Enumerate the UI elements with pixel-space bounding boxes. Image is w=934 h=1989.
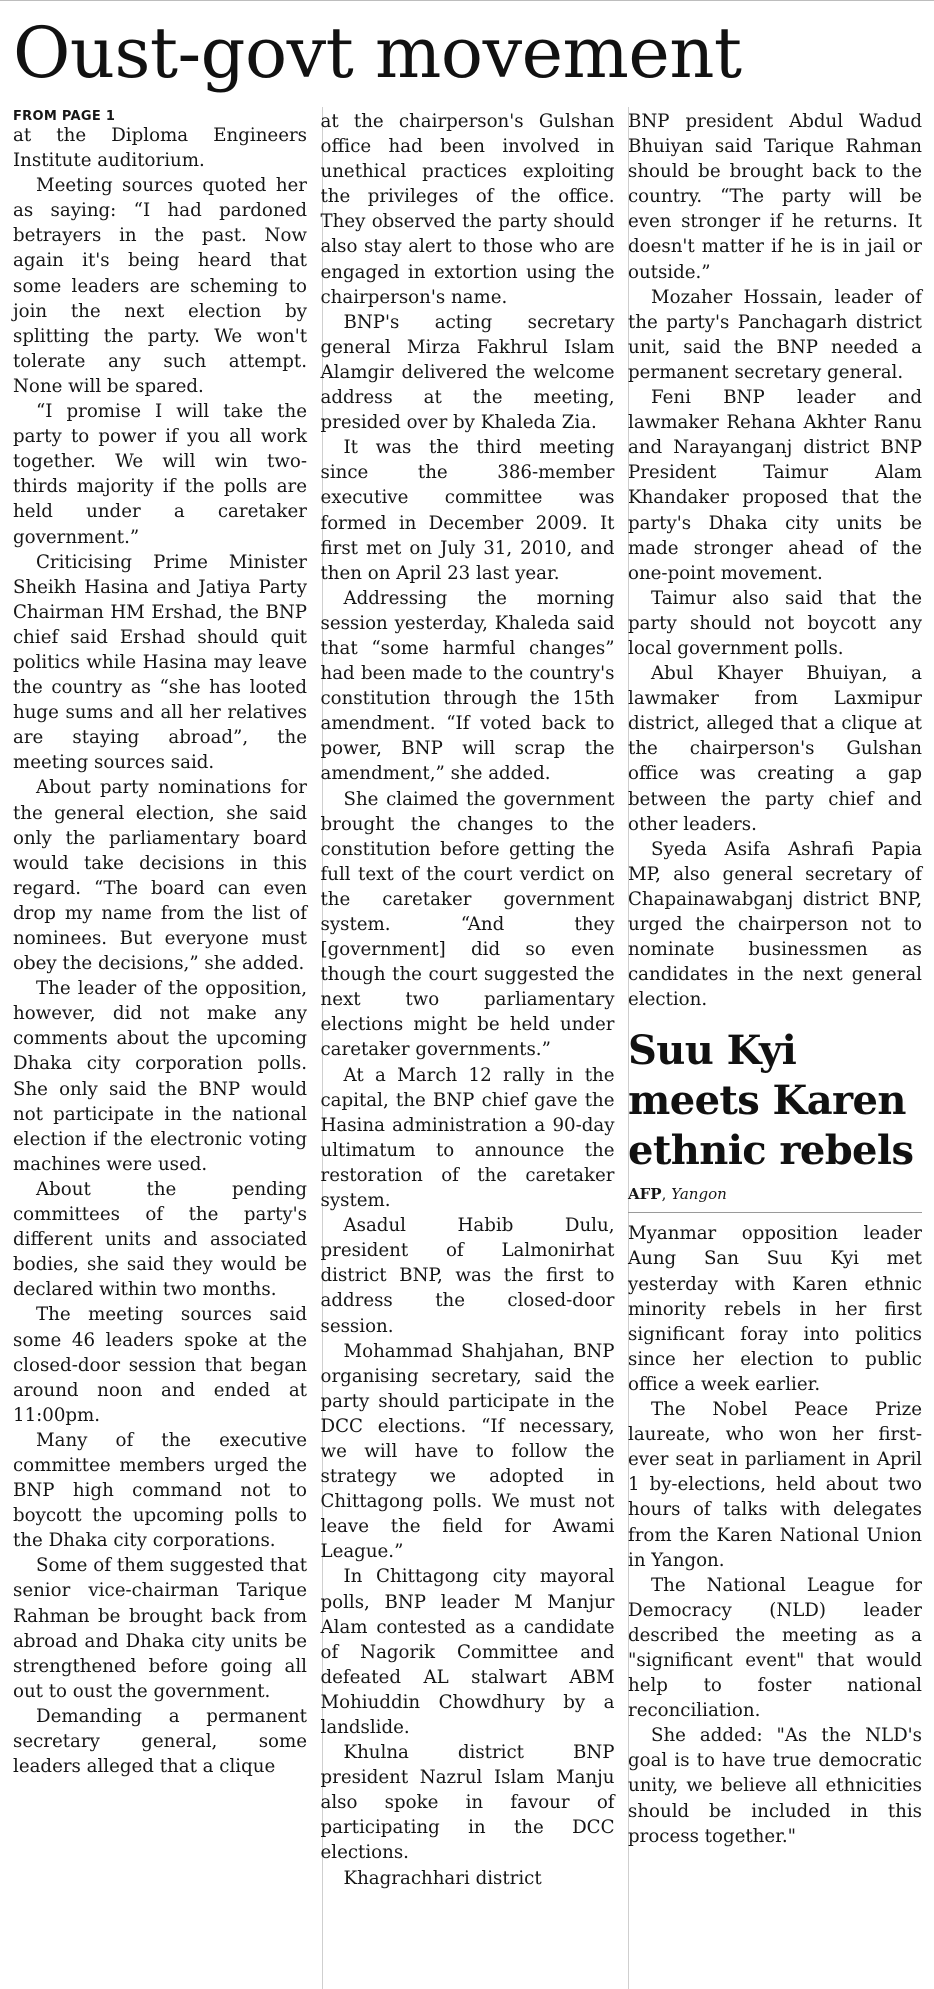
article-paragraph: “I promise I will take the party to power if you all work together. We will win two-thirds majority if the polls are held under a caretaker government.”	[13, 401, 307, 548]
paragraph-text: at the Diploma Engineers Institute auditorium.	[13, 125, 307, 172]
article-paragraph: Abul Khayer Bhuiyan, a lawmaker from Laxmipur district, alleged that a clique at the chairperson's Gulshan office was creating a gap between the party chief and other leaders.	[628, 663, 922, 835]
article-paragraph: Mozaher Hossain, leader of the party's Panchagarh district unit, said the BNP needed a permanent secretary general.	[628, 286, 922, 383]
article-paragraph: Addressing the morning session yesterday, Khaleda said that “some harmful changes” had been made to the country's constitution through the 15th amendment. “If voted back to power, BNP will scrap the amendment,” she added.	[320, 587, 615, 785]
article-paragraph: BNP's acting secretary general Mirza Fakhrul Islam Alamgir delivered the welcome address at the meeting, presided over by Khaleda Zia.	[320, 311, 615, 434]
continued-kicker: FROM PAGE 1	[13, 109, 116, 124]
sidebar-story-paragraph: The Nobel Peace Prize laureate, who won her first-ever seat in parliament in April 1 by-elections, held about two hours of talks with delegates from the Karen National Union in Yangon.	[628, 1399, 922, 1571]
article-paragraph	[13, 109, 307, 173]
article-paragraph: At a March 12 rally in the capital, the BNP chief gave the Hasina administration a 90-day ultimatum to announce the restoration of the caretaker system.	[320, 1064, 615, 1212]
article-columns	[13, 109, 922, 1989]
article-paragraph: The meeting sources said some 46 leaders spoke at the closed-door session that began around noon and ended at 11:00pm.	[13, 1304, 307, 1426]
article-paragraph: at the chairperson's Gulshan office had been involved in unethical practices exploiting the privileges of the office. They observed the party should also stay alert to those who are engaged in extortion using the chairperson's name.	[320, 111, 615, 308]
sidebar-story-paragraph: Myanmar opposition leader Aung San Suu Kyi met yesterday with Karen ethnic minority rebels in her first significant foray into politics since her election to public office a week earlier.	[628, 1223, 922, 1395]
article-paragraph: It was the third meeting since the 386-member executive committee was formed in December 2009. It first met on July 31, 2010, and then on April 23 last year.	[320, 437, 615, 584]
article-column-3	[628, 109, 922, 1989]
article-column-1	[13, 109, 307, 1989]
article-paragraph: About party nominations for the general election, she said only the parliamentary board would take decisions in this regard. “The board can even drop my name from the list of nominees. But everyone must obey the decisions,” she added.	[13, 777, 307, 975]
article-paragraph: BNP president Abdul Wadud Bhuiyan said Tarique Rahman should be brought back to the country. “The party will be even stronger if he returns. It doesn't matter if he is in jail or outside.”	[628, 111, 922, 283]
article-paragraph: Taimur also said that the party should not boycott any local government polls.	[628, 587, 922, 659]
article-paragraph: She claimed the government brought the changes to the constitution before getting the full text of the court verdict on the caretaker government system. “And they [government] did so even though the court suggested the next two parliamentary elections might be held under caretaker governments.”	[320, 788, 615, 1061]
sidebar-story-byline: AFP, Yangon	[628, 1184, 922, 1213]
article-paragraph: Khagrachhari district	[343, 1867, 542, 1889]
article-paragraph: Asadul Habib Dulu, president of Lalmonirhat district BNP, was the first to address the closed-door session.	[320, 1215, 615, 1337]
article-paragraph: In Chittagong city mayoral polls, BNP leader M Manjur Alam contested as a candidate of Nagorik Committee and defeated AL stalwart ABM Mohiuddin Chowdhury by a landslide.	[320, 1566, 615, 1738]
article-paragraph: Many of the executive committee members urged the BNP high command not to boycott the upcoming polls to the Dhaka city corporations.	[13, 1429, 307, 1552]
article-paragraph: Meeting sources quoted her as saying: “I had pardoned betrayers in the past. Now again it's being heard that some leaders are scheming to join the next election by splitting the party. We won't tolerate any such attempt. None will be spared.	[13, 175, 307, 397]
sidebar-story-paragraph: The National League for Democracy (NLD) leader described the meeting as a "significant event" that would help to foster national reconciliation.	[628, 1574, 922, 1722]
article-paragraph: Feni BNP leader and lawmaker Rehana Akhter Ranu and Narayanganj district BNP President Taimur Alam Khandaker proposed that the party's Dhaka city units be made stronger ahead of the one-point movement.	[628, 387, 922, 584]
byline-agency: AFP	[628, 1185, 662, 1204]
article-paragraph: Khulna district BNP president Nazrul Islam Manju also spoke in favour of participating in the DCC elections.	[320, 1742, 615, 1864]
article-paragraph: Mohammad Shahjahan, BNP organising secretary, said the party should participate in the DCC elections. “If necessary, we will have to follow the strategy we adopted in Chittagong polls. We must not leave the field for Awami League.”	[320, 1340, 615, 1563]
article-paragraph: The leader of the opposition, however, did not make any comments about the upcoming Dhaka city corporation polls. She only said the BNP would not participate in the national election if the electronic voting machines were used.	[13, 978, 307, 1175]
sidebar-story-paragraph: She added: "As the NLD's goal is to have true democratic unity, we believe all ethnicities should be included in this process together."	[628, 1725, 922, 1847]
article-paragraph: Demanding a permanent secretary general, some leaders alleged that a clique	[13, 1705, 307, 1778]
sidebar-story-headline: Suu Kyi meets Karen ethnic rebels	[628, 1027, 914, 1175]
article-paragraph: Some of them suggested that senior vice-chairman Tarique Rahman be brought back from abroad and Dhaka city units be strengthened before going all out to oust the government.	[13, 1555, 307, 1702]
article-paragraph: Criticising Prime Minister Sheikh Hasina and Jatiya Party Chairman HM Ershad, the BNP chief said Ershad should quit politics while Hasina may leave the country as “she has looted huge sums and all her relatives are staying abroad”, the meeting sources said.	[13, 551, 307, 774]
article-headline: Oust-govt movement	[13, 12, 742, 94]
article-paragraph: About the pending committees of the party's different units and associated bodies, she said they would be declared within two months.	[13, 1178, 307, 1301]
article-paragraph: Syeda Asifa Ashrafi Papia MP, also general secretary of Chapainawabganj district BNP, urged the chairperson not to nominate businessmen as candidates in the next general election.	[628, 838, 922, 1011]
byline-location: Yangon	[671, 1185, 727, 1204]
article-column-2	[321, 109, 615, 1989]
